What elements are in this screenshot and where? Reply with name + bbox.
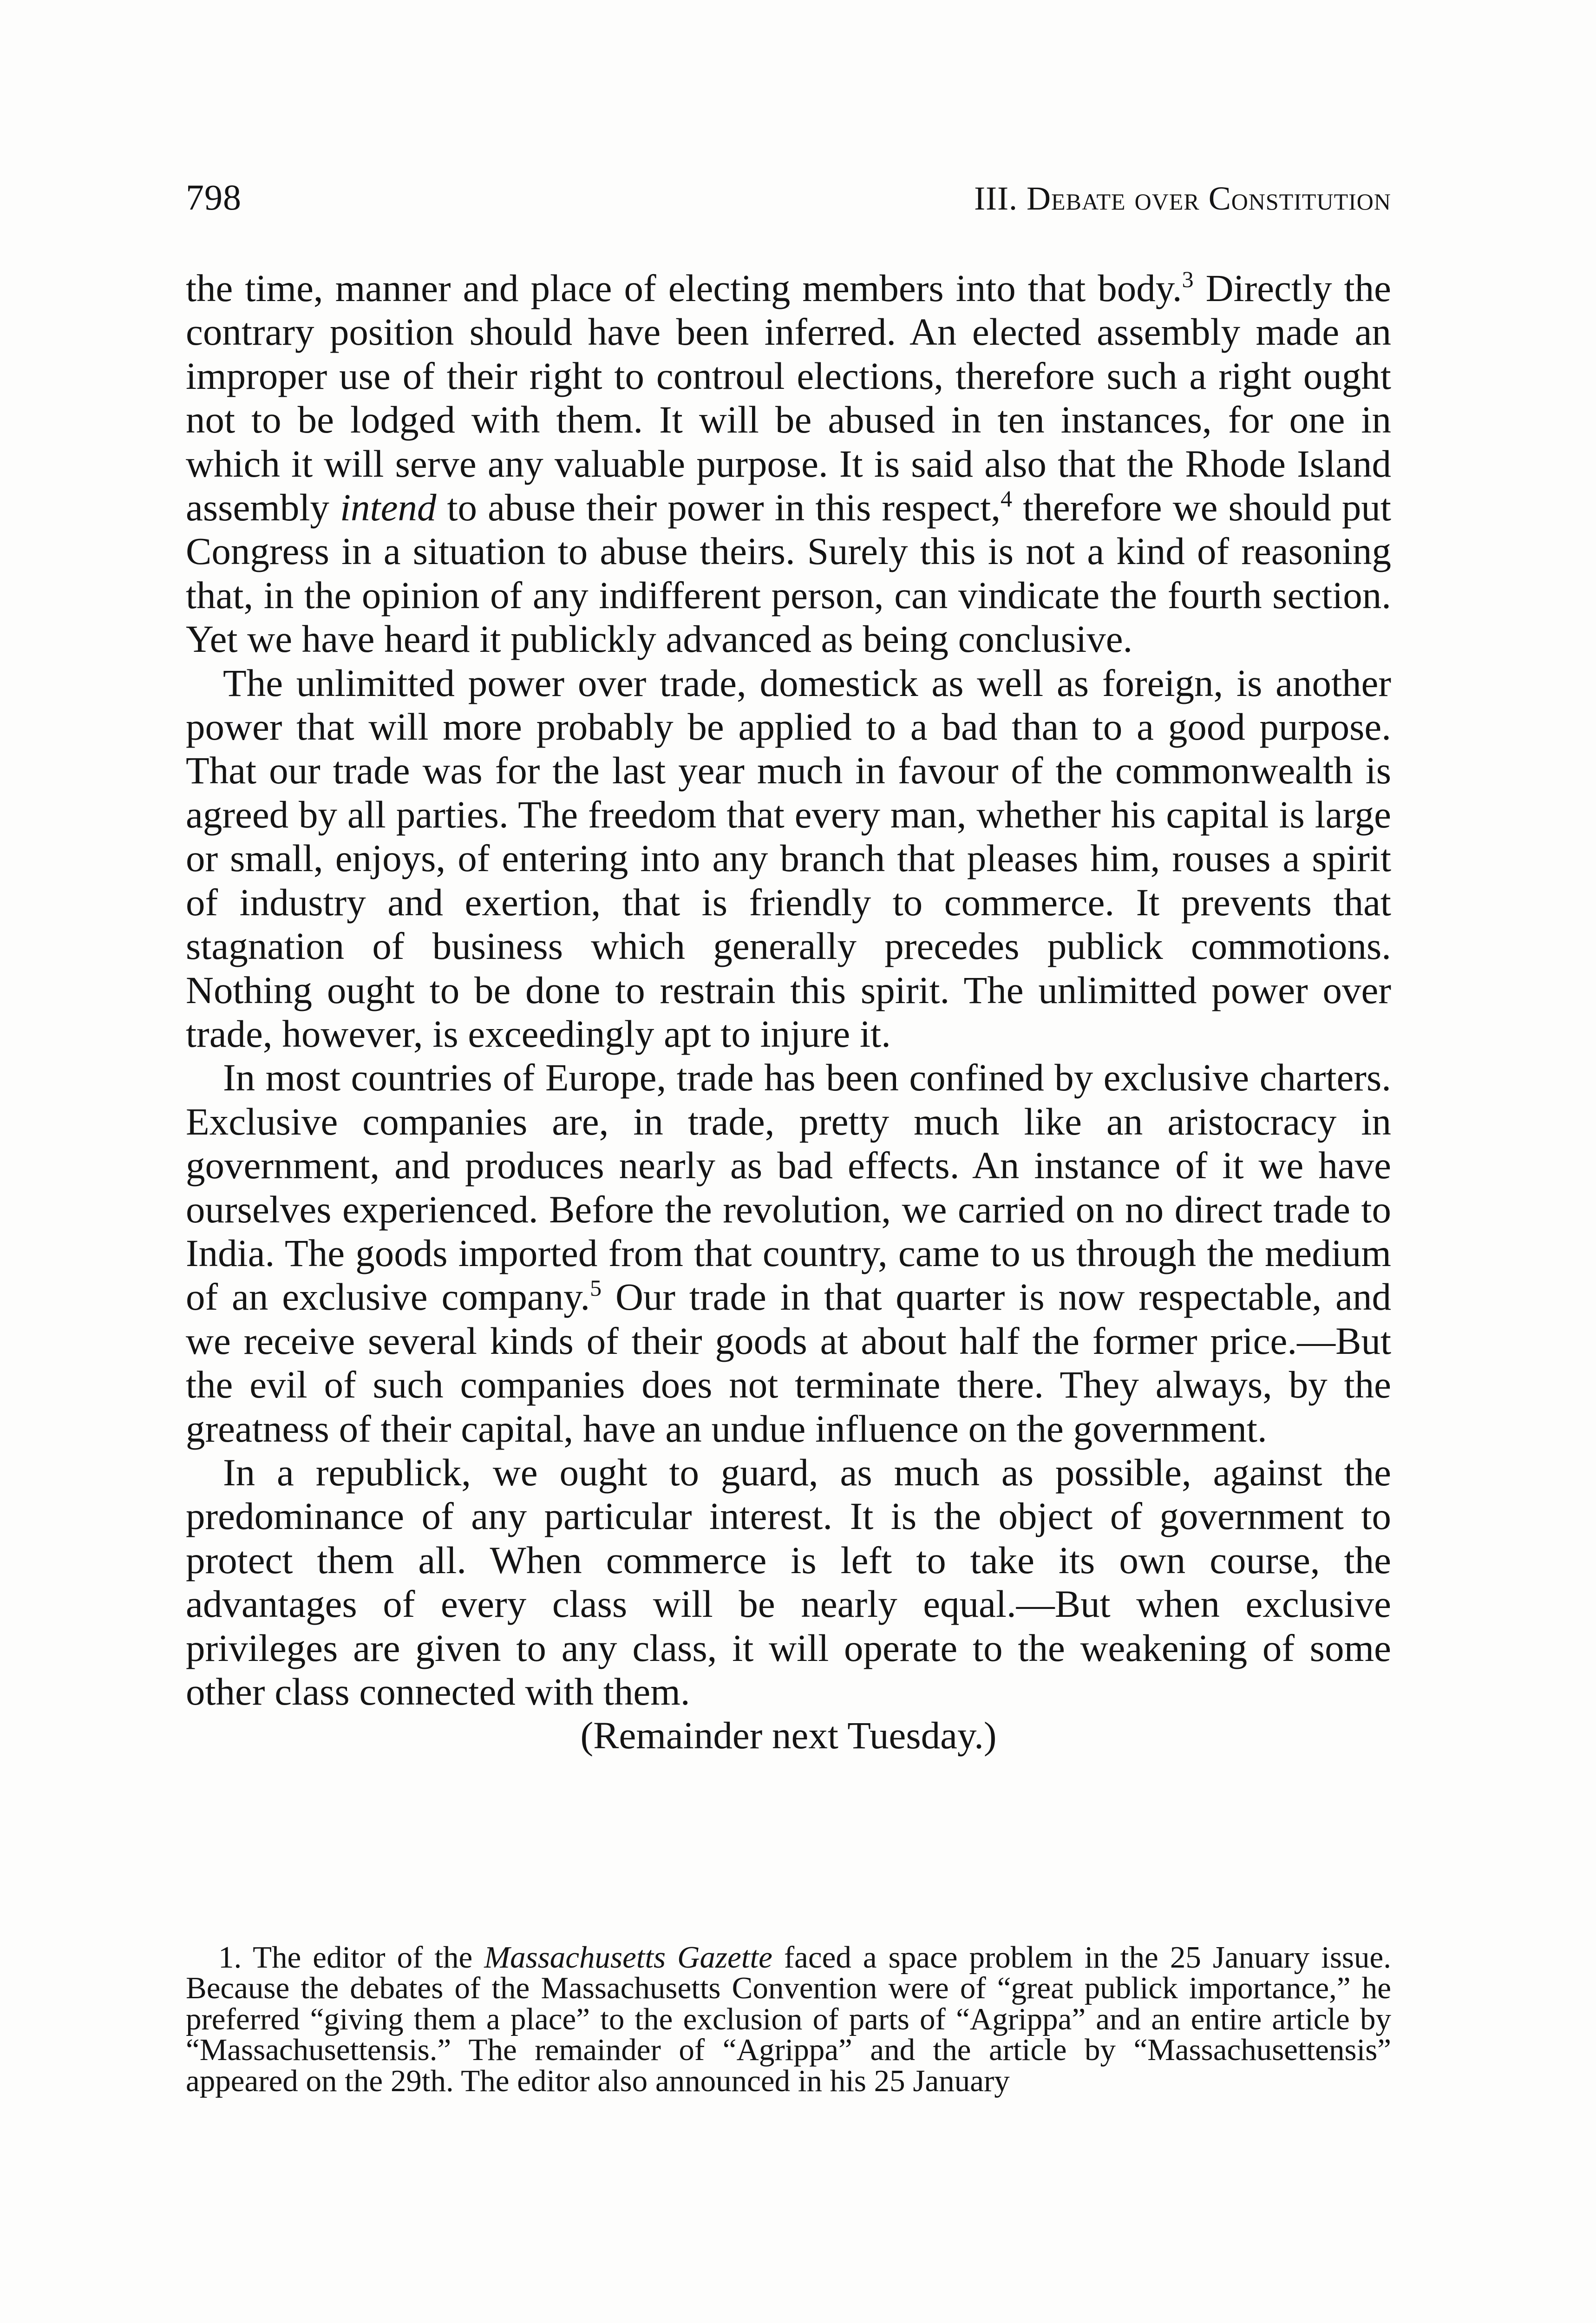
footnotes xyxy=(186,1942,1391,2096)
paragraph-1-text-b: Directly the contrary position should have been inferred. An elected assembly made an improper use of their right to controul elections, therefore such a right ought not to be lodged with them. It will be abused in ten instances, for one in which it will serve any valuable purpose. It is said also that the Rhode Island assembly xyxy=(186,267,1391,529)
running-head-title: Debate over Constitution xyxy=(1027,180,1391,217)
paragraph-3-text-b: Our trade in that quarter is now respectable, and we receive several kinds of their goods at about half the former price.—But the evil of such companies does not terminate there. They always, by the greatness of their capital, have an undue influence on the government. xyxy=(186,1275,1391,1450)
paragraph-4: In a republick, we ought to guard, as much as possible, against the predominance of any particular interest. It is the object of government to protect them all. When commerce is left to take its own course, the advantages of every class will be nearly equal.—But when exclusive privileges are given to any class, it will operate to the weakening of some other class connected with them. xyxy=(186,1450,1391,1713)
main-text xyxy=(186,266,1391,1758)
paragraph-1-text-d: therefore we should put Congress in a situation to abuse theirs. Surely this is not a kind of reasoning that, in the opinion of any indifferent person, can vindicate the fourth section. Yet we have heard it publickly advanced as being conclusive. xyxy=(186,486,1391,661)
footnote-1 xyxy=(186,1942,1391,2096)
remainder-notice: (Remainder next Tuesday.) xyxy=(580,1714,997,1757)
footnote-1-text-a: 1. The editor of the xyxy=(218,1940,484,1975)
page-header xyxy=(186,177,1391,228)
footnote-ref-5: 5 xyxy=(590,1275,602,1301)
footnote-1-italic: Massachusetts Gazette xyxy=(484,1940,772,1975)
paragraph-2: The unlimitted power over trade, domestick as well as foreign, is another power that will more probably be applied to a bad than to a good purpose. That our trade was for the last year much in favour of the commonwealth is agreed by all parties. The freedom that every man, whether his capital is large or small, enjoys, of entering into any branch that pleases him, rouses a spirit of industry and exertion, that is friendly to commerce. It prevents that stagnation of business which generally precedes publick commotions. Nothing ought to be done to restrain this spirit. The unlimitted power over trade, however, is exceedingly apt to injure it. xyxy=(186,661,1391,1055)
paragraph-1 xyxy=(186,266,1391,661)
footnote-ref-3: 3 xyxy=(1182,266,1194,292)
footnote-1-text-b: faced a space problem in the 25 January issue. Because the debates of the Massachusetts Convention were of “great publick importance,” he preferred “giving them a place” to the exclusion of parts of “Agrippa” and an entire article by “Massachusettensis.” The remainder of “Agrippa” and the article by “Massachusettensis” appeared on the 29th. The editor also announced in his 25 January xyxy=(186,1940,1391,2098)
running-head-part-number: III. xyxy=(974,180,1027,217)
footnote-ref-4: 4 xyxy=(1001,486,1013,512)
paragraph-3-text-a: In most countries of Europe, trade has been confined by exclusive charters. Exclusive companies are, in trade, pretty much like an aristocracy in government, and produces nearly as bad effects. An instance of it we have ourselves experienced. Before the revolution, we carried on no direct trade to India. The goods imported from that country, came to us through the medium of an exclusive company. xyxy=(186,1056,1391,1319)
paragraph-1-italic: intend xyxy=(340,486,437,529)
paragraph-1-text-c: to abuse their power in this respect, xyxy=(436,486,1001,529)
running-head xyxy=(974,179,1391,218)
paragraph-1-text-a: the time, manner and place of electing members into that body. xyxy=(186,267,1182,309)
paragraph-3 xyxy=(186,1056,1391,1450)
page-number: 798 xyxy=(186,177,242,217)
